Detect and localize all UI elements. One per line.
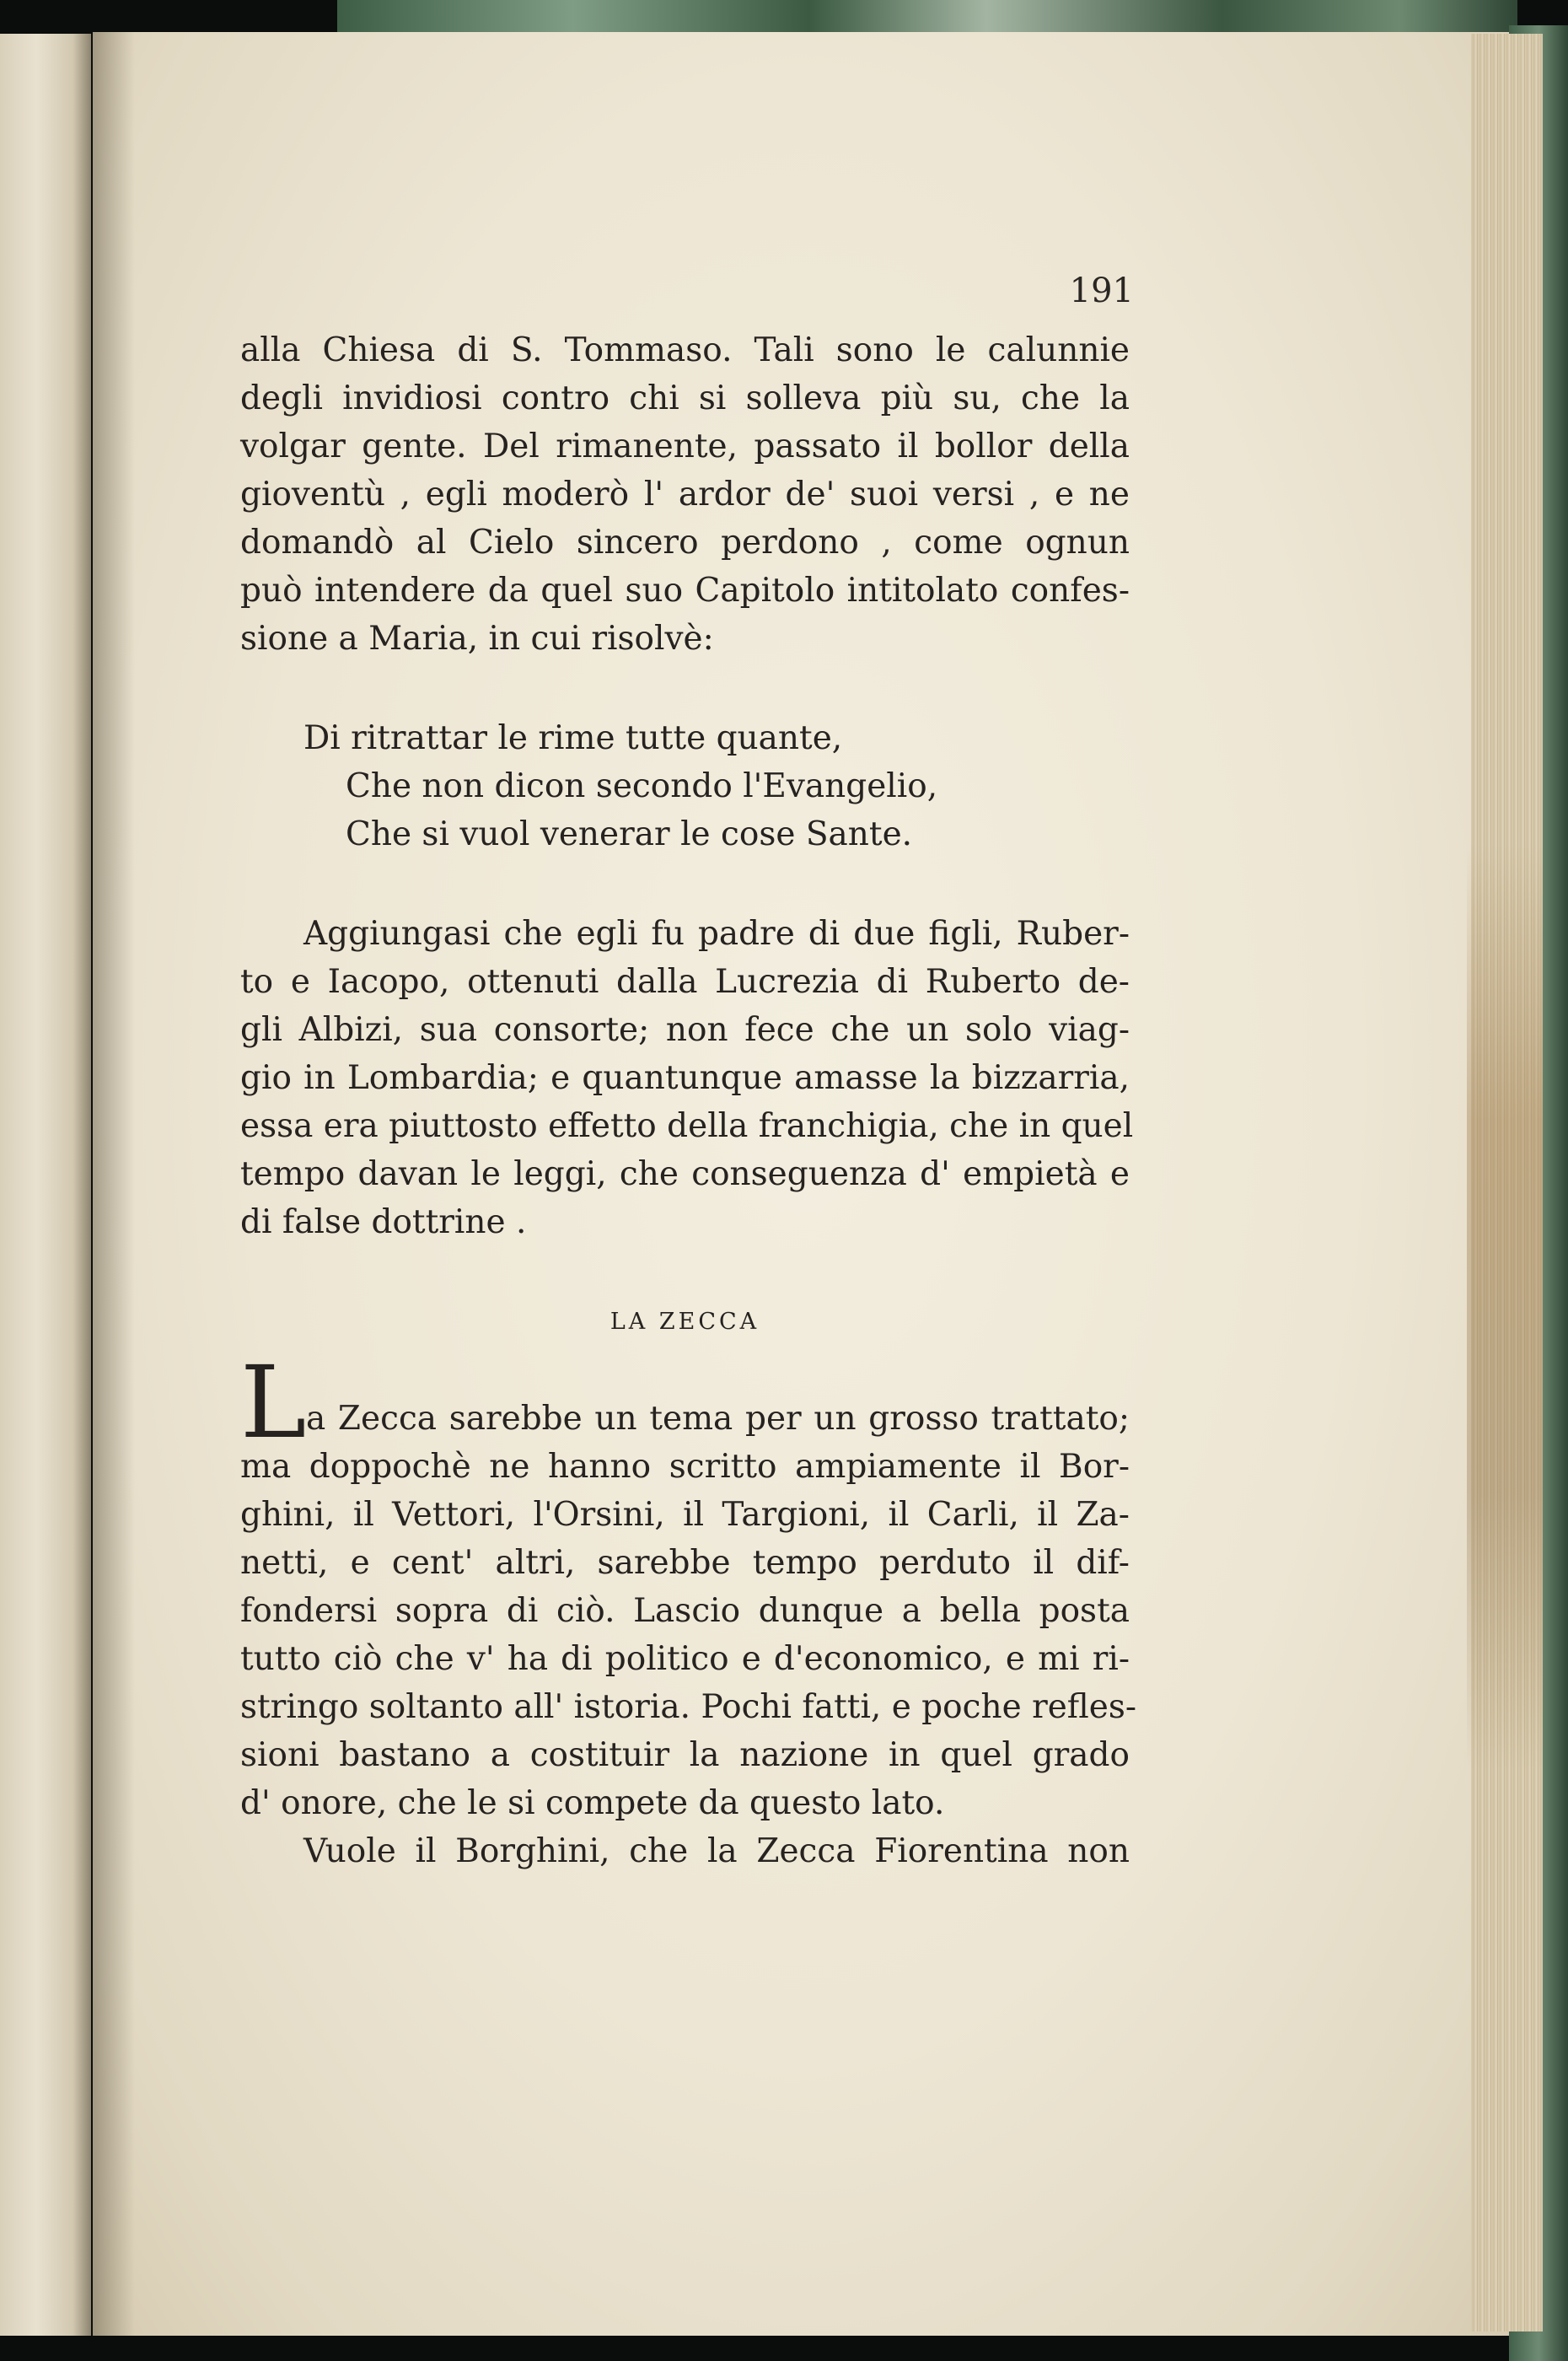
text-line: ma doppochè ne hanno scritto ampiamente il Bor-	[240, 1448, 1130, 1486]
text-line: netti, e cent' altri, sarebbe tempo perduto il dif-	[240, 1544, 1130, 1582]
section-heading: LA ZECCA	[609, 1309, 760, 1335]
text-line: di false dottrine .	[240, 1203, 527, 1241]
text-line: fondersi sopra di ciò. Lascio dunque a bella posta	[240, 1592, 1130, 1630]
text-line: gioventù , egli moderò l' ardor de' suoi versi , e ne	[240, 476, 1130, 514]
text-line: domandò al Cielo sincero perdono , come ognun	[240, 524, 1130, 562]
text-line: tempo davan le leggi, che conseguenza d' empietà e	[240, 1155, 1130, 1193]
text-line: sioni bastano a costituir la nazione in quel grado	[240, 1736, 1130, 1774]
text-line: volgar gente. Del rimanente, passato il bollor della	[240, 428, 1130, 465]
page-gutter-shadow	[93, 32, 135, 2336]
text-line: alla Chiesa di S. Tommaso. Tali sono le calunnie	[240, 331, 1130, 369]
text-line: gli Albizi, sua consorte; non fece che un solo viag-	[240, 1011, 1130, 1049]
text-line: stringo soltanto all' istoria. Pochi fatti, e poche refles-	[240, 1688, 1137, 1726]
text-line: Aggiungasi che egli fu padre di due figli, Ruber-	[303, 915, 1130, 953]
text-line: essa era piuttosto effetto della franchigia, che in quel	[240, 1107, 1134, 1145]
text-line: ghini, il Vettori, l'Orsini, il Targioni, il Carli, il Za-	[240, 1496, 1130, 1534]
facing-page-edge	[0, 34, 91, 2336]
text-line: può intendere da quel suo Capitolo intitolato confes-	[240, 572, 1130, 610]
page-number: 191	[1069, 272, 1134, 310]
text-line: a Zecca sarebbe un tema per un grosso trattato;	[306, 1400, 1130, 1438]
verse-line: Che non dicon secondo l'Evangelio,	[346, 767, 938, 805]
text-line: tutto ciò che v' ha di politico e d'economico, e mi ri-	[240, 1640, 1130, 1678]
verse-line: Di ritrattar le rime tutte quante,	[303, 719, 843, 757]
text-line: d' onore, che le si compete da questo lato.	[240, 1784, 945, 1822]
text-line: degli invidiosi contro chi si solleva più su, che la	[240, 379, 1130, 417]
fore-edge-stain	[1467, 843, 1543, 1771]
text-line: to e Iacopo, ottenuti dalla Lucrezia di Ruberto de-	[240, 963, 1130, 1001]
drop-cap: L	[240, 1344, 307, 1460]
text-line: sione a Maria, in cui risolvè:	[240, 620, 714, 658]
text-line: Vuole il Borghini, che la Zecca Fiorentina non	[303, 1832, 1130, 1870]
verse-line: Che si vuol venerar le cose Sante.	[346, 815, 913, 853]
text-line: gio in Lombardia; e quantunque amasse la bizzarria,	[240, 1059, 1130, 1097]
